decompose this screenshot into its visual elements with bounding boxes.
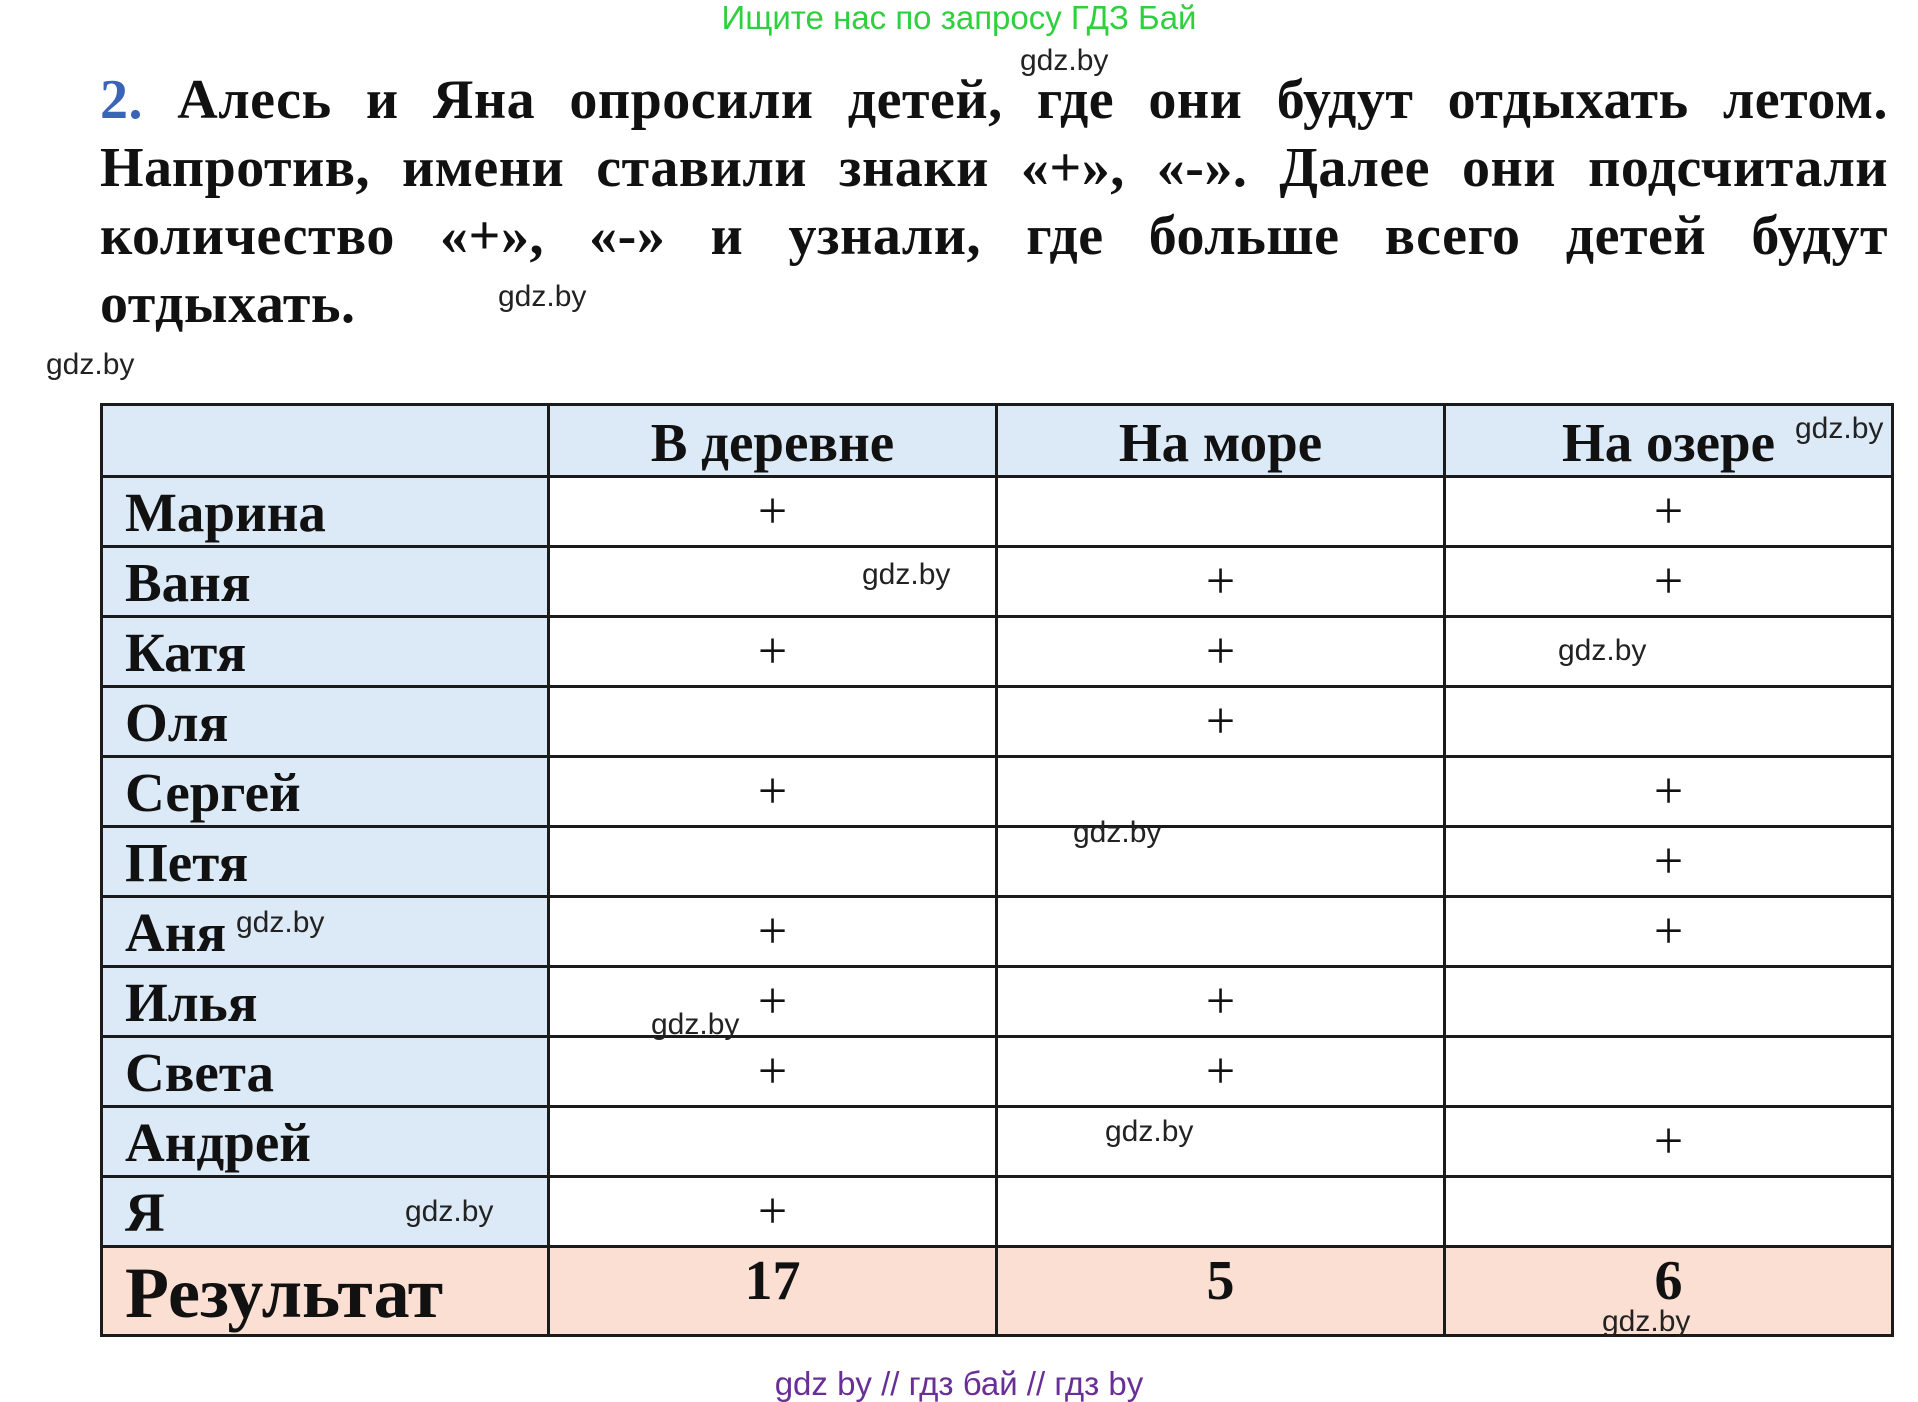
result-village: 17 bbox=[549, 1247, 997, 1336]
mark-lake: + bbox=[1445, 1107, 1893, 1177]
mark-village: + bbox=[549, 477, 997, 547]
mark-village: + bbox=[549, 1177, 997, 1247]
table-row bbox=[102, 687, 1893, 757]
mark-sea bbox=[997, 1107, 1445, 1177]
mark-sea: + bbox=[997, 547, 1445, 617]
watermark: gdz.by bbox=[1558, 634, 1647, 667]
mark-sea bbox=[997, 477, 1445, 547]
watermark: gdz.by bbox=[405, 1195, 494, 1228]
mark-village: + bbox=[549, 1037, 997, 1107]
watermark: gdz.by bbox=[651, 1008, 740, 1041]
watermark: gdz.by bbox=[862, 558, 951, 591]
mark-lake: + bbox=[1445, 897, 1893, 967]
header-lake: На озере bbox=[1445, 405, 1893, 477]
child-name: Сергей bbox=[102, 757, 549, 827]
mark-lake bbox=[1445, 1177, 1893, 1247]
mark-village: + bbox=[549, 757, 997, 827]
watermark: gdz.by bbox=[1073, 816, 1162, 849]
child-name: Илья bbox=[102, 967, 549, 1037]
watermark: gdz.by bbox=[1020, 44, 1109, 77]
mark-lake: + bbox=[1445, 757, 1893, 827]
mark-sea: + bbox=[997, 687, 1445, 757]
watermark: gdz.by bbox=[1602, 1305, 1691, 1338]
mark-sea bbox=[997, 827, 1445, 897]
child-name: Я bbox=[102, 1177, 549, 1247]
table-row bbox=[102, 1177, 1893, 1247]
table-row bbox=[102, 757, 1893, 827]
child-name: Оля bbox=[102, 687, 549, 757]
child-name: Марина bbox=[102, 477, 549, 547]
child-name: Аня bbox=[102, 897, 549, 967]
child-name: Андрей bbox=[102, 1107, 549, 1177]
mark-village: + bbox=[549, 897, 997, 967]
mark-sea: + bbox=[997, 967, 1445, 1037]
task-line-3: количество «+», «-» и узнали, где больше всего детей будут bbox=[100, 205, 1888, 267]
mark-village bbox=[549, 827, 997, 897]
mark-sea bbox=[997, 1177, 1445, 1247]
child-name: Катя bbox=[102, 617, 549, 687]
footer-watermark: gdz by // гдз бай // гдз by bbox=[774, 1365, 1144, 1402]
mark-lake bbox=[1445, 617, 1893, 687]
watermark: gdz.by bbox=[46, 348, 135, 381]
watermark: gdz.by bbox=[1105, 1115, 1194, 1148]
task-text bbox=[100, 66, 1888, 338]
task-number: 2. bbox=[100, 69, 143, 131]
mark-village: + bbox=[549, 967, 997, 1037]
mark-lake: + bbox=[1445, 547, 1893, 617]
mark-sea: + bbox=[997, 1037, 1445, 1107]
header-row bbox=[102, 405, 1893, 477]
header-corner bbox=[102, 405, 549, 477]
mark-village: + bbox=[549, 617, 997, 687]
mark-sea: + bbox=[997, 617, 1445, 687]
watermark: gdz.by bbox=[236, 906, 325, 939]
mark-lake: + bbox=[1445, 477, 1893, 547]
task-line-4: отдыхать. bbox=[100, 273, 356, 335]
child-name: Света bbox=[102, 1037, 549, 1107]
mark-lake bbox=[1445, 1037, 1893, 1107]
mark-lake bbox=[1445, 687, 1893, 757]
child-name: Петя bbox=[102, 827, 549, 897]
header-sea: На море bbox=[997, 405, 1445, 477]
table-row bbox=[102, 827, 1893, 897]
table-row bbox=[102, 477, 1893, 547]
table-row bbox=[102, 1107, 1893, 1177]
table-row bbox=[102, 547, 1893, 617]
task-line-2: Напротив, имени ставили знаки «+», «-». Далее они подсчитали bbox=[100, 137, 1888, 199]
mark-sea bbox=[997, 897, 1445, 967]
mark-lake bbox=[1445, 967, 1893, 1037]
child-name: Ваня bbox=[102, 547, 549, 617]
watermark: gdz.by bbox=[498, 280, 587, 313]
mark-village bbox=[549, 1107, 997, 1177]
search-banner: Ищите нас по запросу ГДЗ Бай bbox=[721, 0, 1197, 36]
header-village: В деревне bbox=[549, 405, 997, 477]
mark-lake: + bbox=[1445, 827, 1893, 897]
table-row bbox=[102, 1037, 1893, 1107]
result-sea: 5 bbox=[997, 1247, 1445, 1336]
result-label: Результат bbox=[102, 1247, 549, 1336]
result-lake: 6 bbox=[1445, 1247, 1893, 1336]
table-row bbox=[102, 967, 1893, 1037]
table-row bbox=[102, 897, 1893, 967]
task-line-1: 2. Алесь и Яна опросили детей, где они будут отдыхать летом. bbox=[100, 69, 1888, 131]
mark-village bbox=[549, 687, 997, 757]
watermark: gdz.by bbox=[1795, 412, 1884, 445]
mark-sea bbox=[997, 757, 1445, 827]
survey-table bbox=[100, 403, 1894, 1337]
